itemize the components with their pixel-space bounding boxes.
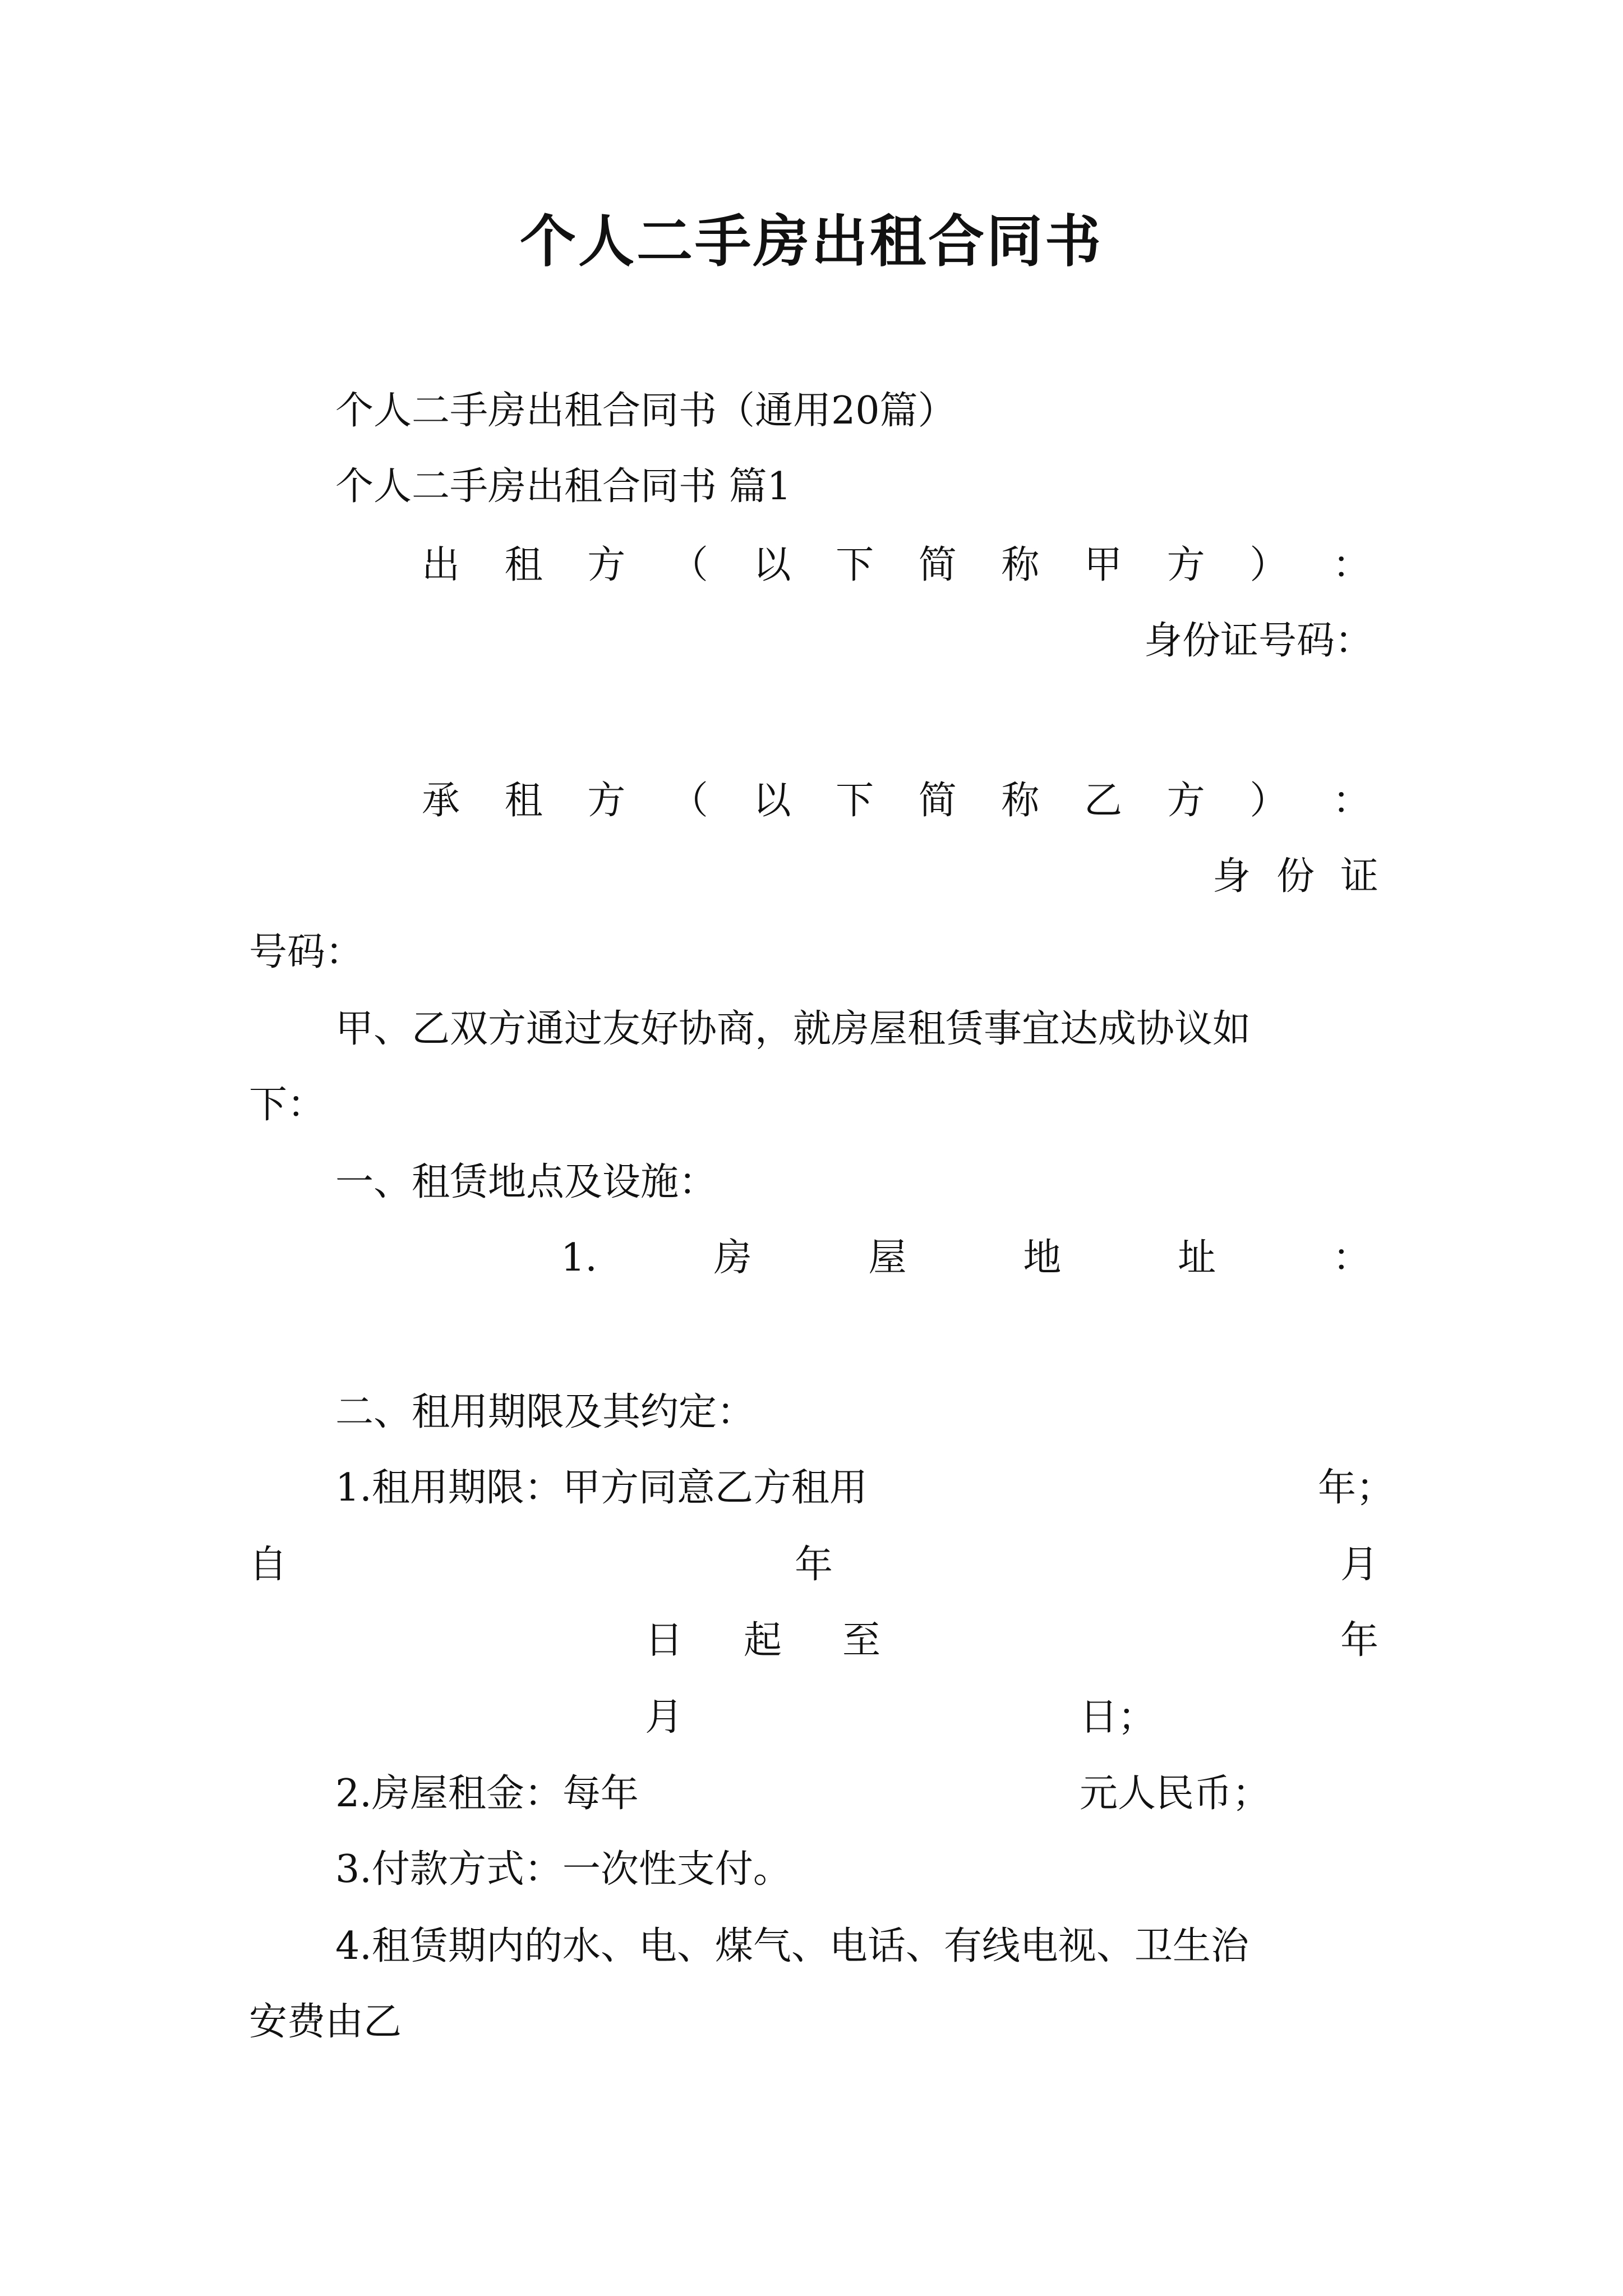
address-char: 屋 bbox=[868, 1236, 907, 1280]
to-char-year: 年 bbox=[1340, 1618, 1379, 1663]
term-line: 1.租用期限：甲方同意乙方租用 bbox=[335, 1466, 868, 1510]
end-month: 月 bbox=[645, 1695, 684, 1740]
lessee-char: 方 bbox=[587, 779, 626, 823]
lessor-char: 称 bbox=[1001, 543, 1040, 587]
utilities-line-1: 4.租赁期内的水、电、煤气、电话、有线电视、卫生治 bbox=[335, 1924, 1249, 1968]
lessor-char: 以 bbox=[753, 543, 791, 587]
lessee-char: （ bbox=[670, 779, 708, 823]
document-subtitle: 个人二手房出租合同书（通用20篇） bbox=[335, 389, 956, 433]
lessor-char: 简 bbox=[918, 543, 957, 587]
section-heading: 个人二手房出租合同书 篇1 bbox=[335, 464, 791, 509]
to-char-day: 日 bbox=[645, 1618, 684, 1663]
to-char-from: 起 bbox=[744, 1618, 782, 1663]
lessee-char: ） bbox=[1249, 779, 1288, 823]
lessee-char: 方 bbox=[1166, 779, 1205, 823]
lessee-char: 下 bbox=[836, 779, 874, 823]
from-char: 月 bbox=[1340, 1543, 1378, 1587]
clause-1-title: 一、租赁地点及设施： bbox=[335, 1160, 717, 1204]
utilities-line-2: 安费由乙 bbox=[249, 2000, 402, 2044]
lessor-char: 方 bbox=[587, 543, 626, 587]
lessee-char: 乙 bbox=[1084, 779, 1123, 823]
intro-line-1: 甲、乙双方通过友好协商，就房屋租赁事宜达成协议如 bbox=[335, 1007, 1251, 1051]
term-from bbox=[249, 1537, 1378, 1593]
address-char: 地 bbox=[1023, 1236, 1062, 1280]
lessee-id-char: 身 bbox=[1212, 854, 1251, 899]
lessor-char: 甲 bbox=[1084, 543, 1123, 587]
lessor-label bbox=[422, 537, 1371, 593]
document-title: 个人二手房出租合同书 bbox=[520, 208, 1103, 274]
rent-label: 2.房屋租金：每年 bbox=[335, 1772, 639, 1816]
lessee-id-char: 份 bbox=[1276, 854, 1315, 899]
lessor-char: 出 bbox=[422, 543, 460, 587]
intro-line-2: 下： bbox=[249, 1083, 326, 1127]
address-char: ： bbox=[1332, 1236, 1371, 1280]
lessor-char: 下 bbox=[836, 543, 874, 587]
lessee-char: 称 bbox=[1001, 779, 1040, 823]
lessor-char: 租 bbox=[504, 543, 543, 587]
end-day: 日； bbox=[1080, 1695, 1156, 1740]
from-char: 自 bbox=[249, 1543, 288, 1587]
address-char: 址 bbox=[1178, 1236, 1216, 1280]
term-year: 年； bbox=[1318, 1466, 1395, 1510]
lessor-char: 方 bbox=[1166, 543, 1205, 587]
lessee-id-label bbox=[1212, 849, 1378, 905]
lessor-char: ： bbox=[1332, 543, 1371, 587]
lessee-char: 简 bbox=[918, 779, 957, 823]
rent-unit: 元人民币； bbox=[1080, 1772, 1271, 1816]
lessee-char: 租 bbox=[504, 779, 543, 823]
to-char-to: 至 bbox=[842, 1618, 881, 1663]
lessee-char: 承 bbox=[422, 779, 460, 823]
lessee-char: ： bbox=[1332, 779, 1371, 823]
lessor-char: ） bbox=[1249, 543, 1288, 587]
address-char: 1. bbox=[561, 1236, 597, 1280]
lessee-id-char: 证 bbox=[1340, 854, 1378, 899]
address-char: 房 bbox=[713, 1236, 752, 1280]
lessee-char: 以 bbox=[753, 779, 791, 823]
lessee-id-tail: 号码： bbox=[249, 930, 364, 974]
lessor-char: （ bbox=[670, 543, 708, 587]
lessee-label bbox=[422, 773, 1371, 829]
clause-2-title: 二、租用期限及其约定： bbox=[335, 1390, 755, 1434]
from-char: 年 bbox=[794, 1543, 833, 1587]
payment-method: 3.付款方式：一次性支付。 bbox=[335, 1847, 791, 1892]
address-label bbox=[561, 1230, 1371, 1286]
lessor-id-label: 身份证号码： bbox=[1144, 619, 1373, 663]
